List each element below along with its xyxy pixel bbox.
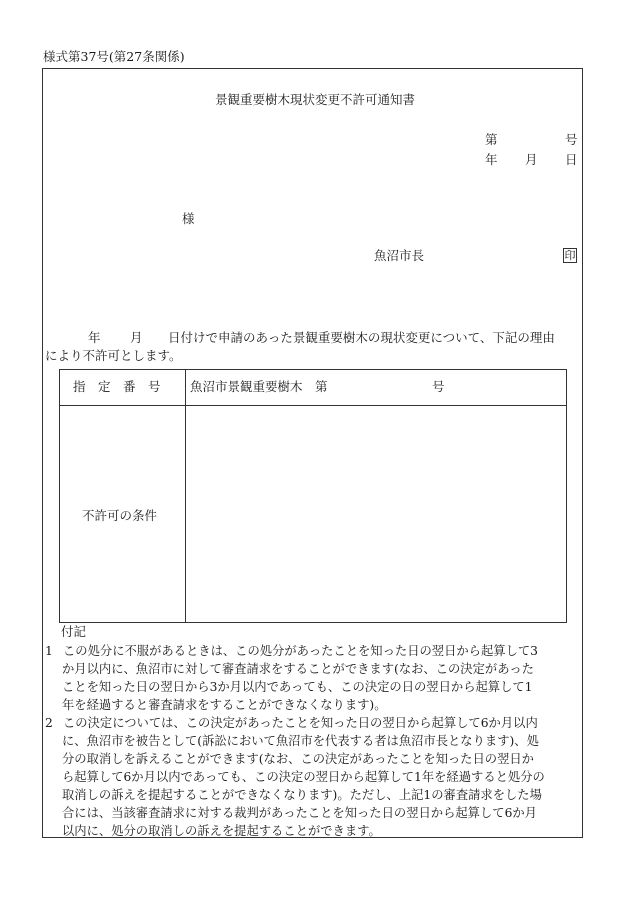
note-line: この決定については、この決定があったことを知った日の翌日から起算して6か月以内 (63, 716, 538, 730)
ref-number-go: 号 (565, 132, 578, 147)
seal-stamp-box (563, 248, 577, 263)
note-line: 取消しの訴えを提起することができなくなります)。ただし、上記1の審査請求をした場 (62, 788, 542, 802)
note-line: 年を経過すると審査請求をすることができなくなります)。 (62, 698, 387, 712)
body-year: 年 (88, 330, 101, 345)
designation-number-prefix: 魚沼市景観重要樹木 第 (190, 379, 328, 394)
table-column-divider (185, 370, 186, 622)
ref-number-dai: 第 (485, 132, 498, 147)
recipient-suffix: 様 (182, 211, 195, 226)
designation-table (59, 369, 567, 623)
note-line: ことを知った日の翌日から3か月以内であっても、この決定の日の翌日から起算して1 (62, 680, 533, 694)
designation-number-suffix: 号 (432, 379, 445, 394)
notes-heading: 付記 (61, 624, 87, 639)
issuer-name: 魚沼市長 (374, 248, 425, 263)
document-title: 景観重要樹木現状変更不許可通知書 (214, 92, 415, 107)
body-text-line1: 日付けで申請のあった景観重要樹木の現状変更について、下記の理由 (168, 330, 555, 345)
table-row-divider (60, 405, 566, 406)
refusal-conditions-label: 不許可の条件 (82, 508, 158, 523)
note-line: 以内に、処分の取消しの訴えを提起することができます。 (62, 824, 381, 838)
date-month: 月 (525, 152, 538, 167)
body-text-line2: により不許可とします。 (45, 348, 182, 363)
body-month: 月 (130, 330, 143, 345)
note-line: 合には、当該審査請求に対する裁判があったことを知った日の翌日から起算して6か月 (62, 806, 537, 820)
form-number-label: 様式第37号(第27条関係) (43, 49, 185, 64)
note-line: ら起算して6か月以内であっても、この決定の翌日から起算して1年を経過すると処分の (62, 770, 545, 784)
designation-number-label: 指 定 番 号 (73, 379, 161, 394)
note-line: か月以内に、魚沼市に対して審査請求をすることができます(なお、この決定があった (62, 662, 534, 676)
note-line: 分の取消しを訴えることができます(なお、この決定があったことを知った日の翌日か (62, 752, 534, 766)
date-year: 年 (485, 152, 498, 167)
note-line: この処分に不服があるときは、この処分があったことを知った日の翌日から起算して3 (63, 644, 538, 658)
seal-stamp: 印 (564, 249, 576, 262)
note-number: 1 (45, 644, 53, 658)
note-line: に、魚沼市を被告として(訴訟において魚沼市を代表する者は魚沼市長となります)、処 (62, 734, 539, 748)
note-number: 2 (45, 716, 53, 730)
date-day: 日 (565, 152, 578, 167)
